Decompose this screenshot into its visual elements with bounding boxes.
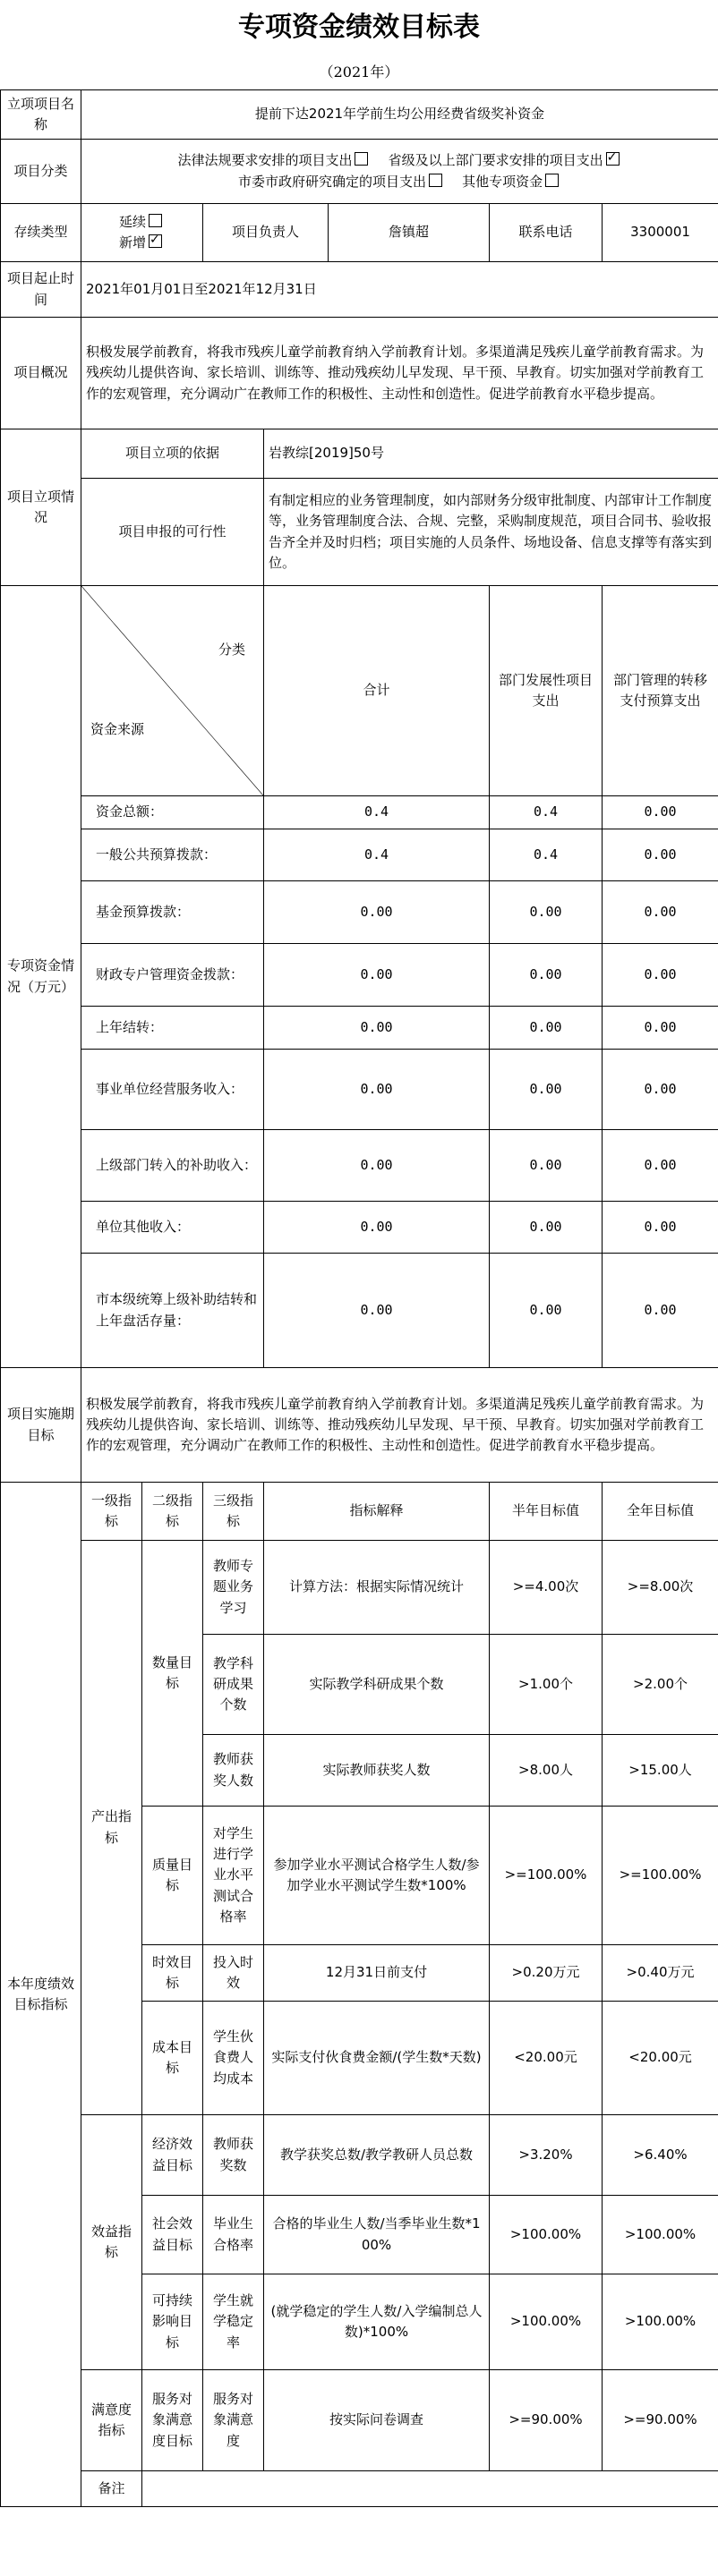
ind-level3: 投入时效 [203, 1945, 264, 2002]
funds-row-label: 单位其他收入： [81, 1202, 264, 1254]
ind-half: >100.00% [490, 2274, 603, 2370]
funds-header-transfer: 部门管理的转移支付预算支出 [603, 586, 718, 796]
ind-full: >=8.00次 [603, 1541, 718, 1635]
owner-label: 项目负责人 [203, 204, 329, 262]
period-label: 项目起止时间 [1, 262, 81, 318]
remarks [142, 2471, 718, 2507]
funds-row-label: 基金预算拨款： [81, 881, 264, 944]
ind-header: 指标解释 [264, 1483, 490, 1541]
ind-level1-output: 产出指标 [81, 1541, 142, 2115]
impl-goal: 积极发展学前教育，将我市残疾儿童学前教育纳入学前教育计划。多渠道满足残疾儿童学前教育需求。为残疾幼儿提供咨询、家长培训、训练等、推动残疾幼儿早发现、早干预、早教育。切实加强对学前教育工作的宏观管理，充分调动广在教师工作的积极性、主动性和创造性。促进学前教育水平稳步提高。 [81, 1368, 718, 1483]
funds-cell: 0.00 [264, 1202, 490, 1254]
funds-label: 专项资金情况（万元） [1, 586, 81, 1368]
ind-level2-cost: 成本目标 [142, 2002, 203, 2115]
funds-cell: 0.00 [603, 944, 718, 1007]
ind-desc: 12月31日前支付 [264, 1945, 490, 2002]
funds-cell: 0.00 [264, 1050, 490, 1130]
ind-full: >100.00% [603, 2274, 718, 2370]
category-options [81, 140, 718, 204]
overview-label: 项目概况 [1, 318, 81, 429]
ind-desc: 教学获奖总数/教学教研人员总数 [264, 2115, 490, 2196]
funds-row-label: 市本级统筹上级补助结转和上年盘活存量： [81, 1254, 264, 1368]
funds-cell: 0.00 [490, 1202, 603, 1254]
funds-header-total: 合计 [264, 586, 490, 796]
funds-cell: 0.00 [603, 1050, 718, 1130]
ind-desc: 计算方法：根据实际情况统计 [264, 1541, 490, 1635]
ind-level3: 教师获奖数 [203, 2115, 264, 2196]
ind-desc: 实际教学科研成果个数 [264, 1635, 490, 1735]
funds-diag-bottom: 资金来源 [90, 720, 145, 737]
diagonal-line [81, 586, 263, 795]
funds-cell: 0.00 [490, 1007, 603, 1050]
funds-cell: 0.00 [603, 1202, 718, 1254]
ind-desc: (就学稳定的学生人数/入学编制总人数)*100% [264, 2274, 490, 2370]
annual-label: 本年度绩效目标指标 [1, 1483, 81, 2507]
continuation-label: 存续类型 [1, 204, 81, 262]
ind-full: <20.00元 [603, 2002, 718, 2115]
funds-cell: 0.00 [490, 1130, 603, 1202]
feasibility-text: 有制定相应的业务管理制度，如内部财务分级审批制度、内部审计工作制度等，业务管理制度合法、合规、完整，采购制度规范，项目合同书、验收报告齐全并及时归档；项目实施的人员条件、场地设备、信息支撑等有落实到位。 [264, 479, 718, 586]
phone: 3300001 [603, 204, 718, 262]
funds-cell: 0.00 [603, 829, 718, 881]
funds-row-label: 事业单位经营服务收入： [81, 1050, 264, 1130]
funds-cell: 0.00 [490, 1254, 603, 1368]
ind-level2-timeliness: 时效目标 [142, 1945, 203, 2002]
feasibility-label: 项目申报的可行性 [81, 479, 264, 586]
checkbox-icon [355, 152, 368, 166]
funds-cell: 0.00 [490, 1050, 603, 1130]
checkbox-icon [149, 214, 162, 227]
funds-cell: 0.00 [603, 796, 718, 829]
page-title: 专项资金绩效目标表 [238, 12, 480, 43]
ind-full: >2.00个 [603, 1635, 718, 1735]
continuation-options [81, 204, 203, 262]
ind-level2-service: 服务对象满意度目标 [142, 2370, 203, 2471]
basis: 岩教综[2019]50号 [264, 429, 718, 479]
ind-header: 全年目标值 [603, 1483, 718, 1541]
checked-checkbox-icon [606, 152, 620, 166]
ind-half: >3.20% [490, 2115, 603, 2196]
funds-cell: 0.4 [264, 796, 490, 829]
funds-cell: 0.00 [603, 1130, 718, 1202]
phone-label: 联系电话 [490, 204, 603, 262]
ind-level3: 教学科研成果个数 [203, 1635, 264, 1735]
ind-header: 三级指标 [203, 1483, 264, 1541]
ind-half: >=90.00% [490, 2370, 603, 2471]
approval-label: 项目立项情况 [1, 429, 81, 586]
funds-diag-top: 分类 [218, 642, 245, 658]
funds-row-label: 上级部门转入的补助收入： [81, 1130, 264, 1202]
funds-cell: 0.00 [264, 1130, 490, 1202]
funds-row-label: 资金总额： [81, 796, 264, 829]
funds-cell: 0.00 [603, 1254, 718, 1368]
ind-desc: 实际教师获奖人数 [264, 1735, 490, 1807]
ind-full: >0.40万元 [603, 1945, 718, 2002]
project-name: 提前下达2021年学前生均公用经费省级奖补资金 [81, 90, 718, 140]
checkbox-icon [545, 174, 559, 187]
ind-level1-satisfaction: 满意度指标 [81, 2370, 142, 2471]
ind-full: >6.40% [603, 2115, 718, 2196]
funds-cell: 0.00 [603, 881, 718, 944]
ind-half: >=4.00次 [490, 1541, 603, 1635]
ind-half: <20.00元 [490, 2002, 603, 2115]
ind-desc: 按实际问卷调查 [264, 2370, 490, 2471]
funds-cell: 0.4 [264, 829, 490, 881]
ind-header: 一级指标 [81, 1483, 142, 1541]
funds-row-label: 上年结转： [81, 1007, 264, 1050]
ind-level3: 对学生进行学业水平测试合格率 [203, 1807, 264, 1945]
category-option-municipal[interactable]: 市委市政府研究确定的项目支出 [238, 174, 445, 190]
category-label: 项目分类 [1, 140, 81, 204]
ind-header: 二级指标 [142, 1483, 203, 1541]
ind-level3: 毕业生合格率 [203, 2196, 264, 2274]
ind-full: >=100.00% [603, 1807, 718, 1945]
year-label: （2021年） [319, 64, 399, 81]
checkbox-icon [429, 174, 442, 187]
basis-label: 项目立项的依据 [81, 429, 264, 479]
funds-cell: 0.00 [264, 1254, 490, 1368]
funds-cell: 0.00 [264, 1007, 490, 1050]
ind-level2-quantity: 数量目标 [142, 1541, 203, 1807]
funds-cell: 0.00 [264, 881, 490, 944]
owner: 詹镇超 [329, 204, 490, 262]
remarks-label: 备注 [81, 2471, 142, 2507]
overview-text: 积极发展学前教育，将我市残疾儿童学前教育纳入学前教育计划。多渠道满足残疾儿童学前教育需求。为残疾幼儿提供咨询、家长培训、训练等、推动残疾幼儿早发现、早干预、早教育。切实加强对学前教育工作的宏观管理，充分调动广在教师工作的积极性、主动性和创造性。促进学前教育水平稳步提高。 [81, 318, 718, 429]
ind-half: >=100.00% [490, 1807, 603, 1945]
target-table [0, 89, 718, 2507]
checked-checkbox-icon [149, 234, 162, 248]
funds-cell: 0.00 [490, 881, 603, 944]
ind-desc: 参加学业水平测试合格学生人数/参加学业水平测试学生数*100% [264, 1807, 490, 1945]
funds-row-label: 财政专户管理资金拨款： [81, 944, 264, 1007]
ind-level3: 教师专题业务学习 [203, 1541, 264, 1635]
ind-half: >1.00个 [490, 1635, 603, 1735]
period: 2021年01月01日至2021年12月31日 [81, 262, 718, 318]
funds-header-dept: 部门发展性项目支出 [490, 586, 603, 796]
ind-level2-economic: 经济效益目标 [142, 2115, 203, 2196]
category-option-law[interactable]: 法律法规要求安排的项目支出 [177, 152, 371, 168]
ind-half: >8.00人 [490, 1735, 603, 1807]
funds-diagonal-header [81, 586, 264, 796]
funds-cell: 0.00 [603, 1007, 718, 1050]
impl-label: 项目实施期目标 [1, 1368, 81, 1483]
project-name-label: 立项项目名称 [1, 90, 81, 140]
funds-cell: 0.00 [490, 944, 603, 1007]
funds-cell: 0.4 [490, 796, 603, 829]
ind-level2-sustain: 可持续影响目标 [142, 2274, 203, 2370]
ind-full: >=90.00% [603, 2370, 718, 2471]
ind-level3: 服务对象满意度 [203, 2370, 264, 2471]
ind-level2-quality: 质量目标 [142, 1807, 203, 1945]
ind-level3: 教师获奖人数 [203, 1735, 264, 1807]
ind-header: 半年目标值 [490, 1483, 603, 1541]
ind-level2-social: 社会效益目标 [142, 2196, 203, 2274]
ind-desc: 实际支付伙食费金额/(学生数*天数) [264, 2002, 490, 2115]
category-option-other[interactable]: 其他专项资金 [462, 174, 561, 190]
ind-level3: 学生伙食费人均成本 [203, 2002, 264, 2115]
continuation-option-continue[interactable]: 延续 [119, 214, 165, 230]
ind-desc: 合格的毕业生人数/当季毕业生数*100% [264, 2196, 490, 2274]
funds-cell: 0.4 [490, 829, 603, 881]
continuation-option-new[interactable]: 新增✓ [119, 234, 165, 251]
ind-half: >0.20万元 [490, 1945, 603, 2002]
ind-level3: 学生就学稳定率 [203, 2274, 264, 2370]
ind-half: >100.00% [490, 2196, 603, 2274]
funds-row-label: 一般公共预算拨款： [81, 829, 264, 881]
ind-full: >100.00% [603, 2196, 718, 2274]
ind-full: >15.00人 [603, 1735, 718, 1807]
ind-level1-benefit: 效益指标 [81, 2115, 142, 2370]
funds-cell: 0.00 [264, 944, 490, 1007]
category-option-provincial[interactable]: 省级及以上部门要求安排的项目支出✓ [389, 152, 622, 168]
